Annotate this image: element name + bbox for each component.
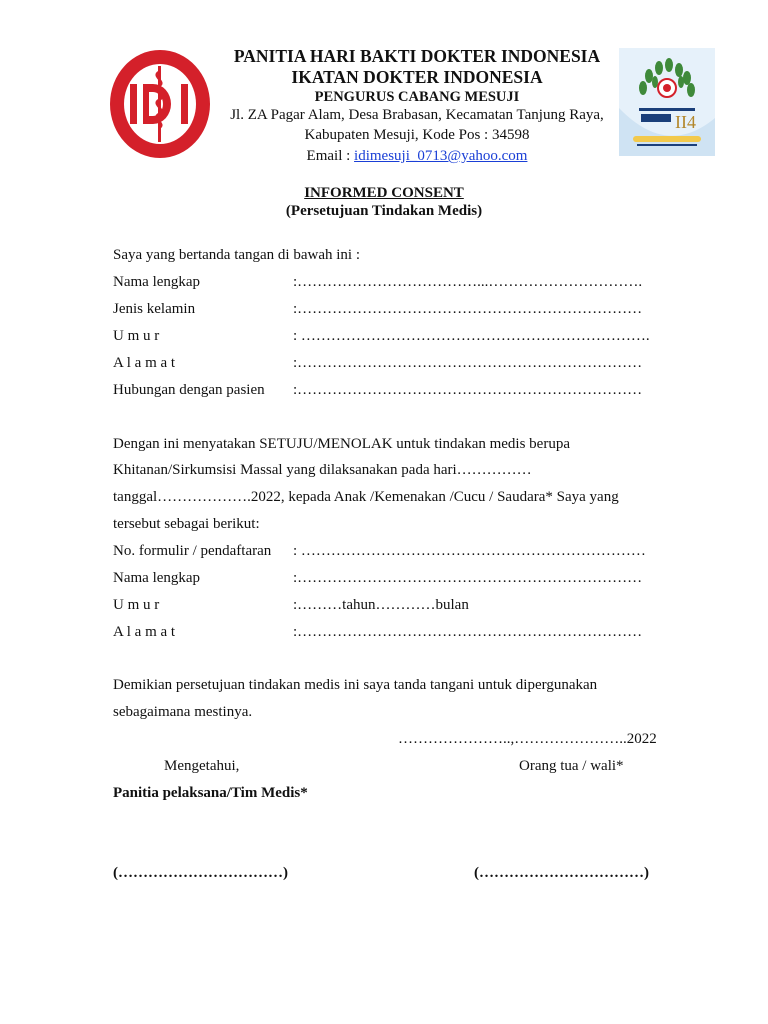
field-label: U m u r [113, 328, 160, 344]
orangtua-label: Orang tua / wali* [519, 758, 624, 774]
field-blank: : …………………………………………………………… [293, 543, 646, 559]
field-blank: :…………………………………………………………… [293, 301, 643, 317]
header-title-line1: PANITIA HARI BAKTI DOKTER INDONESIA [233, 46, 601, 66]
field-blank: :…………………………………………………………… [293, 624, 643, 640]
header-title-line3: PENGURUS CABANG MESUJI [314, 89, 520, 105]
header-address-line2: Kabupaten Mesuji, Kode Pos : 34598 [304, 127, 530, 143]
signature-left: (……………………………) [113, 865, 288, 881]
field-blank: :………………………………...…………………………. [293, 274, 643, 290]
statement-line1: Dengan ini menyatakan SETUJU/MENOLAK untuk tindakan medis berupa [113, 436, 570, 452]
header-email [212, 148, 622, 165]
field-blank: :…………………………………………………………… [293, 355, 643, 371]
header-address-line1: Jl. ZA Pagar Alam, Desa Brabasan, Kecamatan Tanjung Raya, [230, 107, 604, 123]
field-label: A l a m a t [113, 624, 176, 640]
field-blank: :…………………………………………………………… [293, 570, 643, 586]
statement-line4: tersebut sebagai berikut: [113, 516, 260, 532]
field-label: Nama lengkap [113, 570, 201, 586]
closing-line1: Demikian persetujuan tindakan medis ini saya tanda tangani untuk dipergunakan [113, 677, 598, 693]
field-label: U m u r [113, 597, 160, 613]
hbdi-logo-number: II4 [675, 112, 696, 132]
mengetahui-label: Mengetahui, [164, 758, 240, 774]
closing-line2: sebagaimana mestinya. [113, 704, 253, 720]
statement-line2: Khitanan/Sirkumsisi Massal yang dilaksanakan pada hari…………… [113, 462, 532, 478]
idi-logo [108, 48, 212, 160]
doc-subtitle: (Persetujuan Tindakan Medis) [285, 203, 483, 219]
email-label: Email : [306, 148, 355, 164]
field-label: Hubungan dengan pasien [113, 382, 265, 398]
statement-line3: tanggal……………….2022, kepada Anak /Kemenakan /Cucu / Saudara* Saya yang [113, 489, 619, 505]
field-blank: :…………………………………………………………… [293, 382, 643, 398]
field-label: Nama lengkap [113, 274, 201, 290]
header-title-line2: IKATAN DOKTER INDONESIA [291, 67, 543, 87]
field-blank: : ……………………………………………………………. [293, 328, 650, 344]
signer-intro: Saya yang bertanda tangan di bawah ini : [113, 247, 361, 263]
panitia-label: Panitia pelaksana/Tim Medis* [113, 785, 308, 801]
field-label: A l a m a t [113, 355, 176, 371]
date-line: …………………..,…………………..2022 [398, 731, 657, 747]
field-label: No. formulir / pendaftaran [113, 543, 272, 559]
email-link[interactable]: idimesuji_0713@yahoo.com [354, 148, 528, 164]
signature-right: (……………………………) [474, 865, 649, 881]
field-blank: :………tahun…………bulan [293, 597, 469, 613]
hbdi-logo [619, 48, 715, 156]
doc-title: INFORMED CONSENT [304, 185, 464, 201]
field-label: Jenis kelamin [113, 301, 196, 317]
